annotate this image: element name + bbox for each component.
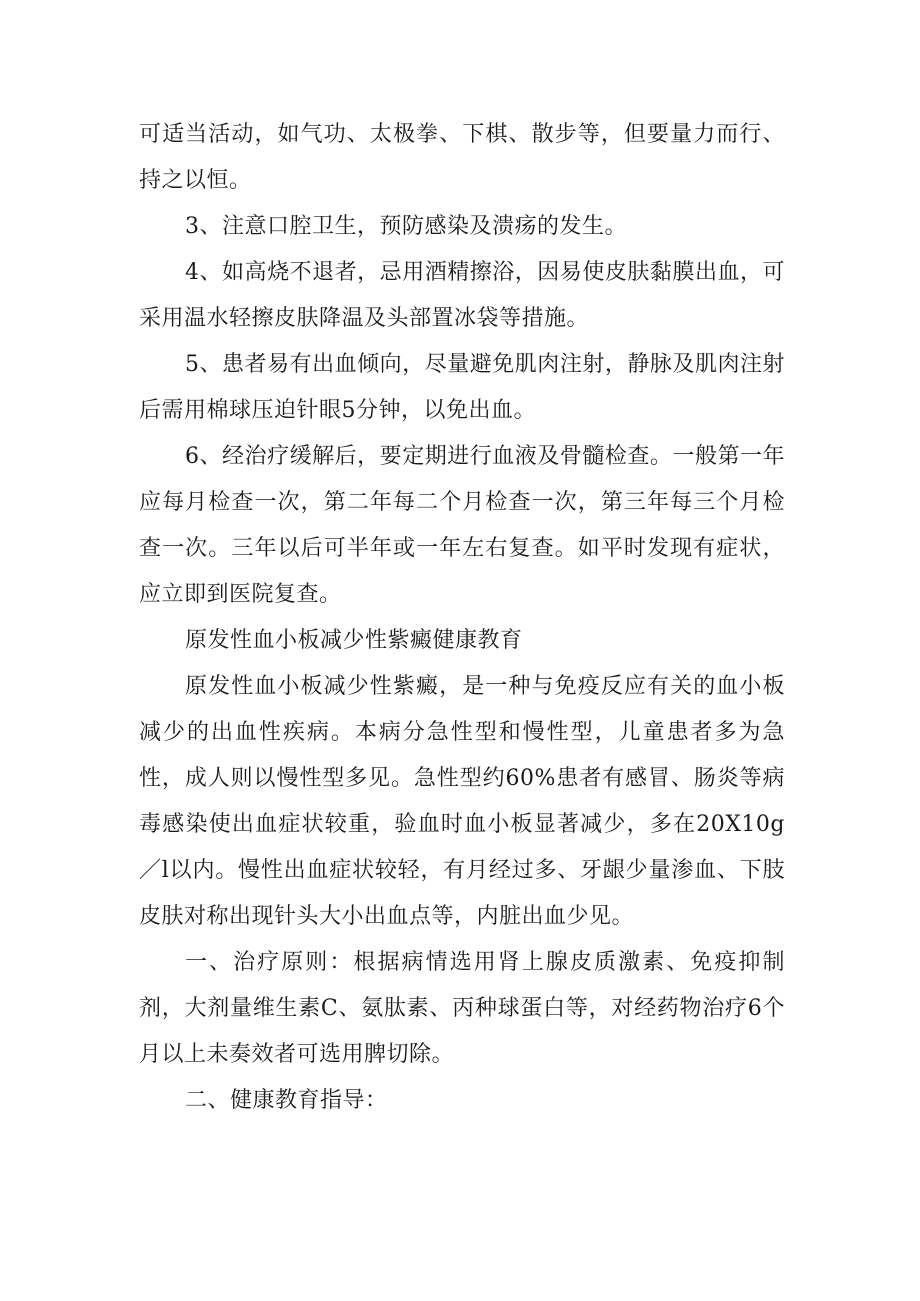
document-body <box>139 112 785 1124</box>
paragraph-injection-care: 5、患者易有出血倾向，尽量避免肌肉注射，静脉及肌肉注射后需用棉球压迫针眼5分钟，以免出血。 <box>139 352 785 423</box>
paragraph-follow-up-exam: 6、经治疗缓解后，要定期进行血液及骨髓检查。一般第一年应每月检查一次，第二年每二个月检查一次，第三年每三个月检查一次。三年以后可半年或一年左右复查。如平时发现有症状，应立即到医院复查。 <box>139 444 785 607</box>
paragraph-oral-hygiene: 3、注意口腔卫生，预防感染及溃疡的发生。 <box>185 214 627 239</box>
section-title-itp: 原发性血小板减少性紫癜健康教育 <box>185 628 523 653</box>
paragraph-itp-overview: 原发性血小板减少性紫癜，是一种与免疫反应有关的血小板减少的出血性疾病。本病分急性型和慢性型，儿童患者多为急性，成人则以慢性型多见。急性型约60%患者有感冒、肠炎等病毒感染使出血症状较重，验血时血小板显著减少，多在20X10g／l以内。慢性出血症状较轻，有月经过多、牙龈少量渗血、下肢皮肤对称出现针头大小出血点等，内脏出血少见。 <box>139 674 785 929</box>
paragraph-fever-care: 4、如高烧不退者，忌用酒精擦浴，因易使皮肤黏膜出血，可采用温水轻擦皮肤降温及头部置冰袋等措施。 <box>139 260 785 331</box>
paragraph-treatment-principles: 一、治疗原则：根据病情选用肾上腺皮质激素、免疫抑制剂，大剂量维生素C、氨肽素、丙种球蛋白等，对经药物治疗6个月以上未奏效者可选用脾切除。 <box>139 950 785 1067</box>
paragraph-health-guidance-heading: 二、健康教育指导： <box>185 1088 388 1113</box>
paragraph-activity-advice: 可适当活动，如气功、太极拳、下棋、散步等，但要量力而行、持之以恒。 <box>139 122 785 193</box>
